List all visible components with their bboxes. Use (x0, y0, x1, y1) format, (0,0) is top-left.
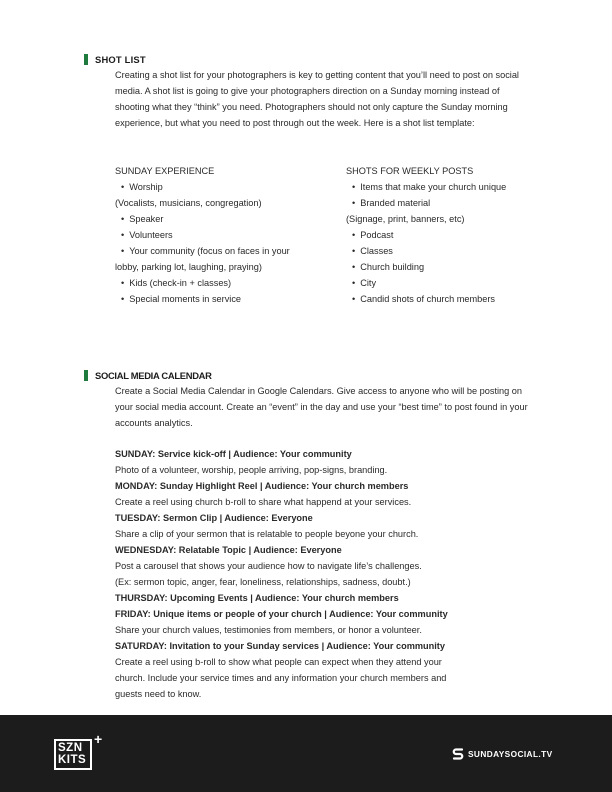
day-description: Share a clip of your sermon that is relatable to people beyone your church. (115, 529, 419, 539)
sundaysocial-brand (452, 747, 553, 761)
logo-plus: + (94, 731, 103, 747)
sunday-social-logo-icon (452, 747, 464, 761)
bullet-item: • Podcast (346, 227, 506, 243)
day-heading: SATURDAY: Invitation to your Sunday services | Audience: Your community (115, 641, 445, 651)
day-heading: WEDNESDAY: Relatable Topic | Audience: Everyone (115, 545, 342, 555)
day-description: guests need to know. (115, 689, 202, 699)
bullet-item: • Branded material (346, 195, 506, 211)
sunday-experience-title: SUNDAY EXPERIENCE (115, 166, 215, 176)
weekly-posts-title: SHOTS FOR WEEKLY POSTS (346, 166, 474, 176)
heading-accent-bar (84, 370, 88, 381)
list-note: lobby, parking lot, laughing, praying) (115, 262, 262, 272)
shot-list-title: SHOT LIST (95, 53, 146, 65)
day-description: church. Include your service times and any information your church members and (115, 673, 447, 683)
calendar-heading (84, 369, 212, 381)
sunday-experience-column (115, 163, 290, 307)
day-description: Share your church values, testimonies from members, or honor a volunteer. (115, 625, 422, 635)
day-heading: SUNDAY: Service kick-off | Audience: Your community (115, 449, 352, 459)
szn-kits-logo (54, 731, 103, 771)
heading-accent-bar (84, 54, 88, 65)
weekly-posts-column (346, 163, 506, 307)
calendar-title: SOCIAL MEDIA CALENDAR (95, 369, 212, 381)
day-description: Create a reel using church b-roll to share what happend at your services. (115, 497, 412, 507)
day-heading: THURSDAY: Upcoming Events | Audience: Your church members (115, 593, 399, 603)
sunday-experience-list (115, 179, 290, 307)
bullet-item: • Items that make your church unique (346, 179, 506, 195)
bullet-item: • Church building (346, 259, 506, 275)
footer (0, 715, 612, 792)
day-description: Post a carousel that shows your audience how to navigate life’s challenges. (115, 561, 422, 571)
bullet-item: • City (346, 275, 506, 291)
bullet-item: • Volunteers (115, 227, 290, 243)
shot-list-heading (84, 53, 146, 65)
day-heading: MONDAY: Sunday Highlight Reel | Audience: Your church members (115, 481, 409, 491)
day-description: Photo of a volunteer, worship, people arriving, pop-signs, branding. (115, 465, 388, 475)
bullet-item: • Special moments in service (115, 291, 290, 307)
bullet-item: • Kids (check-in + classes) (115, 275, 290, 291)
logo-line-1: SZN (58, 742, 83, 754)
list-note: (Vocalists, musicians, congregation) (115, 198, 262, 208)
day-description: (Ex: sermon topic, anger, fear, loneliness, relationships, sadness, doubt.) (115, 577, 411, 587)
bullet-item: • Your community (focus on faces in your (115, 243, 290, 259)
calendar-days (115, 446, 555, 702)
day-heading: FRIDAY: Unique items or people of your church | Audience: Your community (115, 609, 448, 619)
weekly-posts-list (346, 179, 506, 307)
logo-line-2: KITS (58, 754, 87, 766)
list-note: (Signage, print, banners, etc) (346, 214, 465, 224)
day-heading: TUESDAY: Sermon Clip | Audience: Everyone (115, 513, 313, 523)
site-url: SUNDAYSOCIAL.TV (468, 749, 553, 759)
shot-list-intro: Creating a shot list for your photographers is key to getting content that you’ll need to post on social media. A shot list is going to give your photographers direction on a Sunday morning instead of shooting what they “think” you need. Photographers should not only capture the Sunday morning experience, but what you need to post through out the week. Here is a shot list template: (115, 70, 519, 128)
bullet-item: • Classes (346, 243, 506, 259)
bullet-item: • Candid shots of church members (346, 291, 506, 307)
bullet-item: • Worship (115, 179, 290, 195)
calendar-intro: Create a Social Media Calendar in Google Calendars. Give access to anyone who will be posting on your social media account. Create an “event” in the day and use your “best time” to post found in your accounts analytics. (115, 386, 528, 428)
day-description: Create a reel using b-roll to show what people can expect when they attend your (115, 657, 442, 667)
bullet-item: • Speaker (115, 211, 290, 227)
